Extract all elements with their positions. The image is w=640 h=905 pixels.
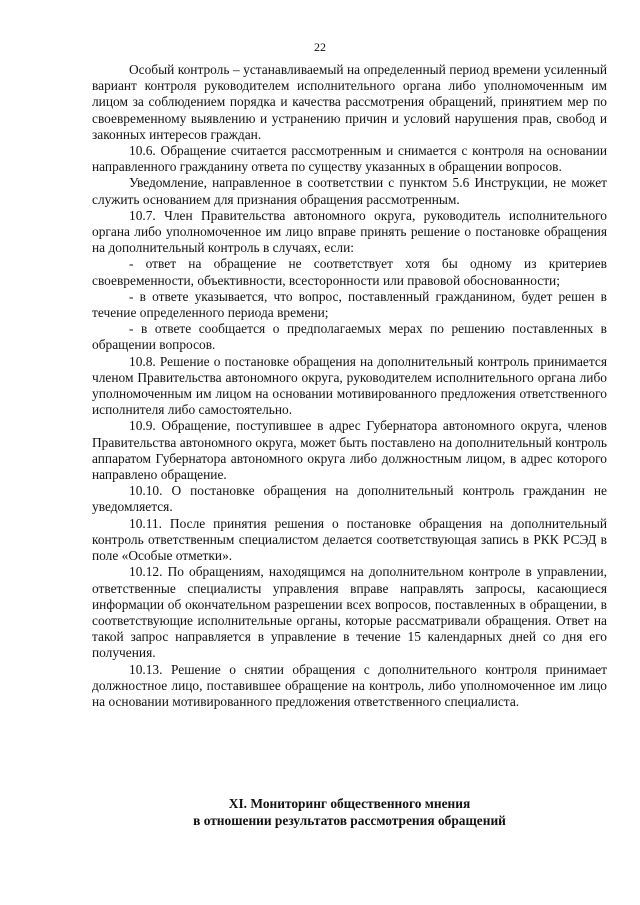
section-heading-line2: в отношении результатов рассмотрения обращений (193, 812, 506, 828)
document-body (92, 62, 607, 710)
page-number: 22 (314, 40, 326, 54)
paragraph-10-13: 10.13. Решение о снятии обращения с дополнительного контроля принимает должностное лицо, поставившее обращение на контроль, либо уполномоченное им лицо на основании мотивированного предложения ответственного специалиста. (92, 661, 607, 709)
paragraph-special-control: Особый контроль – устанавливаемый на определенный период времени усиленный вариант контроля руководителем исполнительного органа либо уполномоченным им лицом за соблюдением порядка и качества рассмотрения обращений, принятием мер по своевременному выявлению и устранению причин и условий нарушения прав, свобод и законных интересов граждан. (92, 62, 607, 142)
paragraph-10-7: 10.7. Член Правительства автономного округа, руководитель исполнительного органа либо уполномоченное им лицо вправе принять решение о постановке обращения на дополнительный контроль в случаях, если: (92, 207, 607, 256)
paragraph-10-8: 10.8. Решение о постановке обращения на дополнительный контроль принимается членом Правительства автономного округа, руководителем исполнительного органа либо уполномоченным им лицом на основании мотивированного предложения ответственного исполнителя либо самостоятельно. (92, 353, 607, 418)
section-heading-line1: XI. Мониторинг общественного мнения (228, 796, 471, 811)
list-item-criteria: - ответ на обращение не соответствует хотя бы одному из критериев своевременности, объективности, всесторонности или правовой обоснованности; (92, 256, 607, 288)
list-item-period: - в ответе указывается, что вопрос, поставленный гражданином, будет решен в течение определенного периода времени; (92, 288, 607, 321)
paragraph-notification: Уведомление, направленное в соответствии с пунктом 5.6 Инструкции, не может служить основанием для признания обращения рассмотренным. (92, 175, 607, 207)
paragraph-10-6: 10.6. Обращение считается рассмотренным и снимается с контроля на основании направленного гражданину ответа по существу указанных в обращении вопросов. (92, 143, 607, 175)
section-heading (92, 796, 607, 829)
list-item-measures: - в ответе сообщается о предполагаемых мерах по решению поставленных в обращении вопросов. (92, 321, 607, 353)
paragraph-10-11: 10.11. После принятия решения о постановке обращения на дополнительный контроль ответственным специалистом делается соответствующая запись в РКК РСЭД в поле «Особые отметки». (92, 515, 607, 564)
paragraph-10-10: 10.10. О постановке обращения на дополнительный контроль гражданин не уведомляется. (92, 483, 607, 515)
paragraph-10-12: 10.12. По обращениям, находящимся на дополнительном контроле в управлении, ответственные специалисты управления вправе направлять запросы, касающиеся информации об окончательном разрешении всех вопросов, поставленных в обращении, в соответствующие исполнительные органы, которые рассматривали обращения. Ответ на такой запрос направляется в управление в течение 15 календарных дней со дня его получения. (92, 564, 607, 661)
paragraph-10-9: 10.9. Обращение, поступившее в адрес Губернатора автономного округа, членов Правительства автономного округа, может быть поставлено на дополнительный контроль аппаратом Губернатора автономного округа либо должностным лицом, в адрес которого направлено обращение. (92, 418, 607, 483)
